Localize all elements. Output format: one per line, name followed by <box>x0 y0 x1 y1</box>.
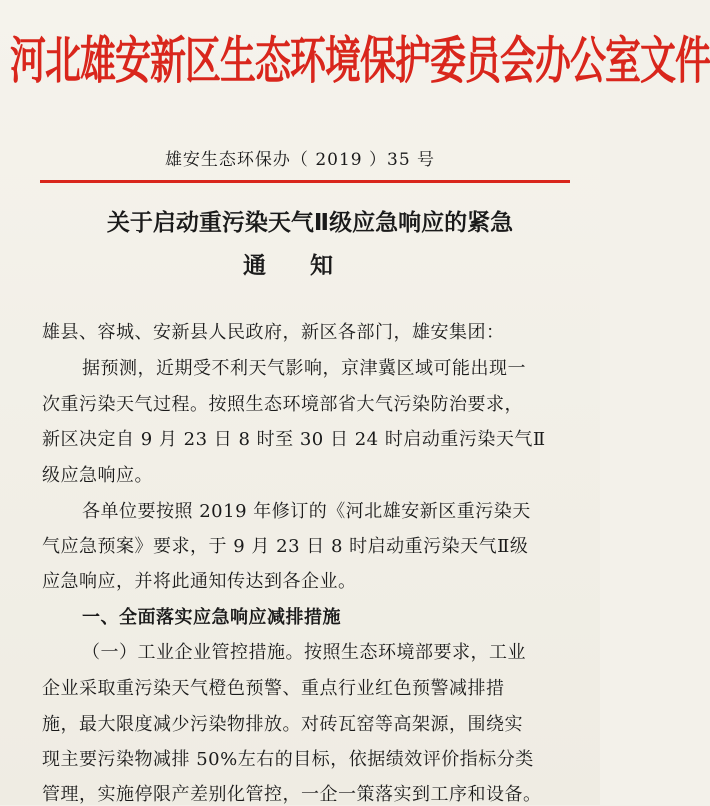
paragraph-3-line: （一）工业企业管控措施。按照生态环境部要求，工业 <box>82 642 526 663</box>
addressee-line: 雄县、容城、安新县人民政府，新区各部门，雄安集团： <box>42 322 505 343</box>
paragraph-1-line: 据预测，近期受不利天气影响，京津冀区域可能出现一 <box>82 358 526 379</box>
issuing-org-header: 河北雄安新区生态环境保护委员会办公室文件 <box>10 33 710 91</box>
section-1-heading: 一、全面落实应急响应减排措施 <box>82 607 341 628</box>
paragraph-2-line: 气应急预案》要求，于 9 月 23 日 8 时启动重污染天气Ⅱ级 <box>42 536 529 557</box>
red-separator-line <box>40 180 570 183</box>
paragraph-3-line: 现主要污染物减排 50%左右的目标，依据绩效评价指标分类 <box>42 749 534 770</box>
paragraph-2-line: 应急响应，并将此通知传达到各企业。 <box>42 571 357 592</box>
document-number: 雄安生态环保办（ 2019 ）35 号 <box>164 150 436 170</box>
paragraph-3-line: 管理，实施停限产差别化管控，一企一策落实到工序和设备。 <box>42 784 542 805</box>
paragraph-1-line: 新区决定自 9 月 23 日 8 时至 30 日 24 时启动重污染天气Ⅱ <box>42 429 546 450</box>
paragraph-2-line: 各单位要按照 2019 年修订的《河北雄安新区重污染天 <box>82 501 531 522</box>
paragraph-1-line: 级应急响应。 <box>42 465 153 486</box>
document-title-line-2: 通知 <box>243 253 377 279</box>
paragraph-3-line: 企业采取重污染天气橙色预警、重点行业红色预警减排措 <box>42 678 505 699</box>
paragraph-3-line: 施，最大限度减少污染物排放。对砖瓦窑等高架源，围绕实 <box>42 714 523 735</box>
document-title-line-1: 关于启动重污染天气Ⅱ级应急响应的紧急 <box>106 210 514 236</box>
paragraph-1-line: 次重污染天气过程。按照生态环境部省大气污染防治要求， <box>42 394 523 415</box>
